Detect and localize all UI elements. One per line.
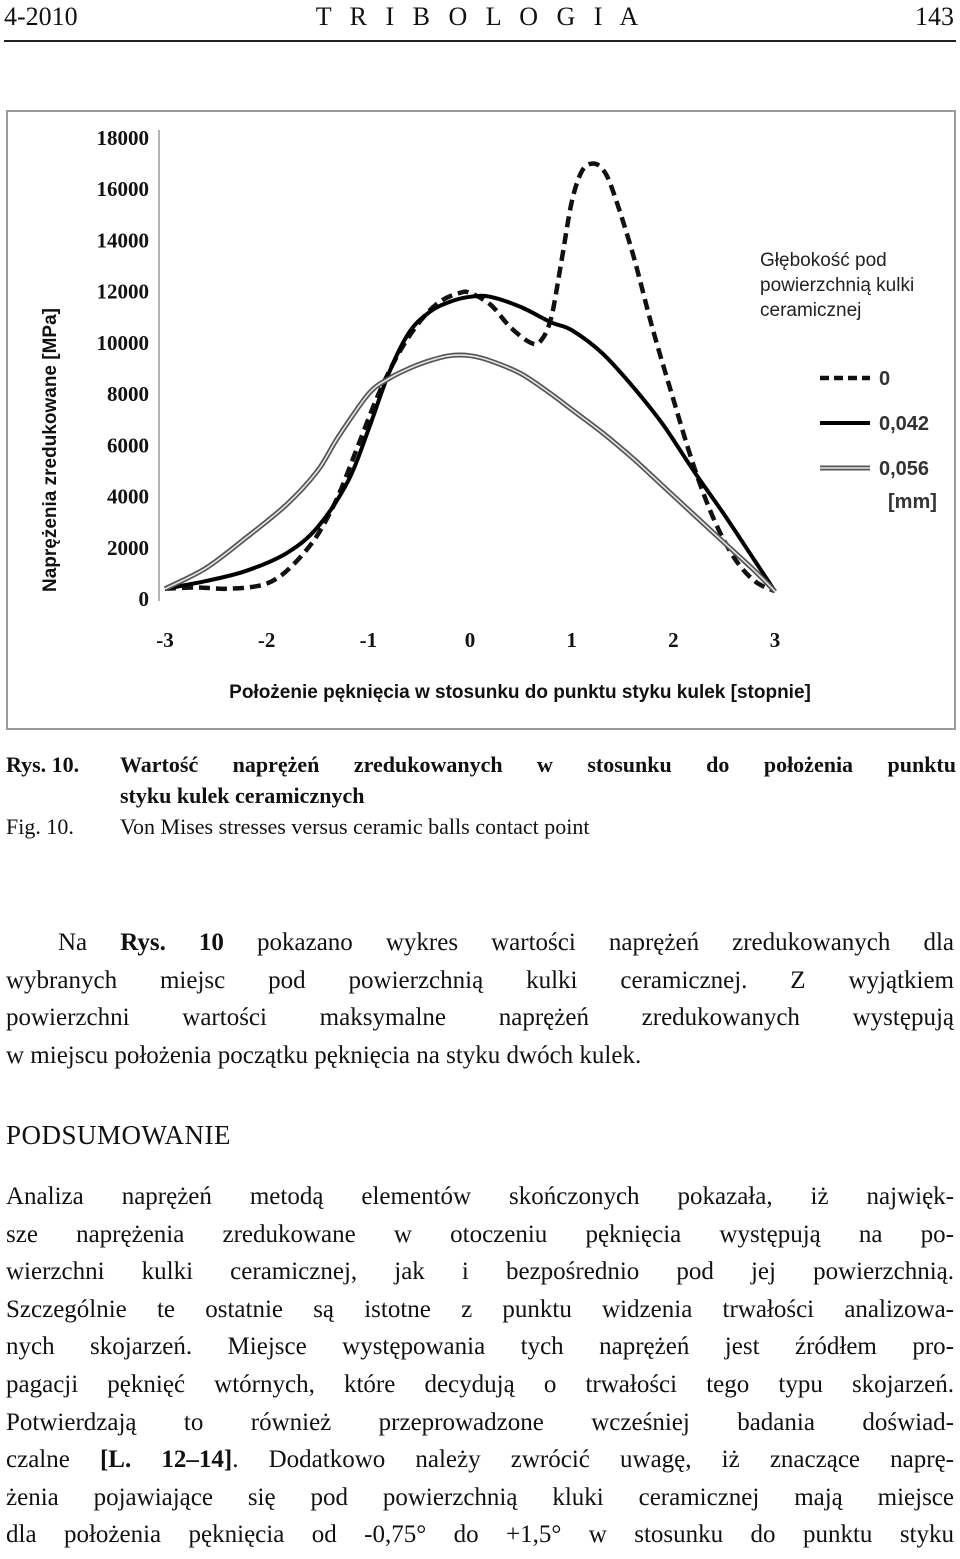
x-tick-labels: [156, 628, 780, 652]
legend-title-line: Głębokość pod: [760, 250, 887, 271]
text-run: pokazano wykres wartości naprężeń zredukowanych dla: [223, 929, 955, 956]
figure-frame: [6, 110, 956, 730]
legend-title-line: ceramicznej: [760, 300, 862, 321]
series-line-0-056-inner: [165, 355, 775, 591]
x-tick-label: 1: [566, 628, 577, 652]
legend-label: 0,056: [879, 458, 930, 480]
header-page-number: 143: [915, 2, 954, 31]
y-tick-label: 12000: [96, 279, 149, 304]
paragraph-line: w miejscu położenia początku pęknięcia na styku dwóch kulek.: [6, 1041, 642, 1069]
paragraph-line: wybranych miejsc pod powierzchnią kulki ceramicznej. Z wyjątkiem: [6, 966, 954, 994]
text-run: Na: [58, 929, 121, 956]
citation-reference: [L. 12–14]: [99, 1446, 233, 1474]
chart-legend: [760, 250, 937, 513]
x-tick-label: -3: [156, 628, 174, 652]
x-axis-title: Położenie pęknięcia w stosunku do punktu styku kulek [stopnie]: [229, 682, 811, 703]
series-line-0-056: [165, 355, 775, 591]
caption-text-pl-line2: styku kulek ceramicznych: [120, 783, 365, 808]
paragraph-summary: [6, 1178, 954, 1554]
paragraph-line: nych skojarzeń. Miejsce występowania tych naprężeń jest źródłem pro-: [6, 1333, 954, 1361]
running-header: [0, 0, 960, 36]
text-run: . Dodatkowo należy zwrócić uwagę, iż znaczące naprę-: [232, 1446, 954, 1474]
section-heading: PODSUMOWANIE: [6, 1120, 232, 1150]
legend-label: 0,042: [879, 413, 930, 435]
paragraph-line: żenia pojawiające się pod powierzchnią kluki ceramicznej mają miejsce: [6, 1483, 954, 1511]
y-tick-label: 14000: [96, 228, 149, 253]
paragraph-results: [6, 924, 954, 1074]
y-tick-label: 16000: [96, 177, 149, 202]
paragraph-line: Analiza naprężeń metodą elementów skończonych pokazała, iż najwięk-: [6, 1183, 954, 1210]
x-tick-label: 3: [769, 628, 781, 652]
header-journal-title: T R I B O L O G I A: [315, 2, 645, 31]
x-tick-label: 2: [668, 628, 679, 652]
y-tick-label: 4000: [107, 484, 149, 509]
y-tick-label: 18000: [96, 126, 149, 150]
legend-label: 0: [879, 368, 891, 390]
caption-label-pl: Rys. 10.: [6, 752, 80, 777]
paragraph-line: [6, 924, 954, 962]
y-tick-label: 8000: [107, 382, 149, 407]
paragraph-line: pagacji pęknięć wtórnych, które decydują o trwałości tego typu skojarzeń.: [6, 1370, 954, 1398]
stress-chart: [8, 112, 954, 728]
paragraph-line: sze naprężenia zredukowane w otoczeniu pęknięcia występują na po-: [6, 1220, 954, 1248]
caption-text-pl-line1: Wartość naprężeń zredukowanych w stosunku do położenia punktu: [120, 752, 956, 777]
y-axis-title: Naprężenia zredukowane [MPa]: [40, 307, 61, 593]
y-tick-label: 0: [138, 587, 149, 611]
x-tick-label: 0: [464, 628, 476, 652]
paragraph-line: Szczególnie te ostatnie są istotne z punktu widzenia trwałości analizowa-: [6, 1295, 954, 1323]
paragraph-line: dla położenia pęknięcia od -0,75° do +1,5° w stosunku do punktu styku: [6, 1521, 954, 1549]
y-tick-label: 10000: [96, 330, 149, 355]
chart-series: [165, 164, 775, 592]
paragraph-line: powierzchni wartości maksymalne naprężeń zredukowanych występują: [6, 1004, 954, 1032]
caption-text-en: Von Mises stresses versus ceramic balls contact point: [120, 814, 590, 839]
y-tick-label: 2000: [107, 535, 149, 560]
series-line-0-042: [165, 296, 775, 591]
y-tick-label: 6000: [107, 433, 149, 458]
paragraph-line: [6, 1441, 954, 1479]
header-rule: [4, 40, 956, 42]
legend-unit: [mm]: [888, 491, 937, 513]
paragraph-line: wierzchni kulki ceramicznej, jak i bezpośrednio pod jej powierzchnią.: [6, 1258, 954, 1286]
header-issue: 4-2010: [4, 2, 78, 31]
x-tick-label: -2: [257, 628, 276, 652]
caption-label-en: Fig. 10.: [6, 814, 74, 839]
paragraph-line: Potwierdzają to również przeprowadzone wcześniej badania doświad-: [6, 1408, 954, 1436]
y-tick-labels: [97, 126, 150, 611]
figure-caption: [6, 752, 956, 845]
legend-title-line: powierzchnią kulki: [760, 275, 915, 296]
text-run: czalne: [6, 1446, 100, 1474]
x-tick-label: -1: [359, 628, 378, 652]
figure-reference: Rys. 10: [120, 929, 224, 956]
series-line-0-056-outer: [165, 355, 775, 591]
